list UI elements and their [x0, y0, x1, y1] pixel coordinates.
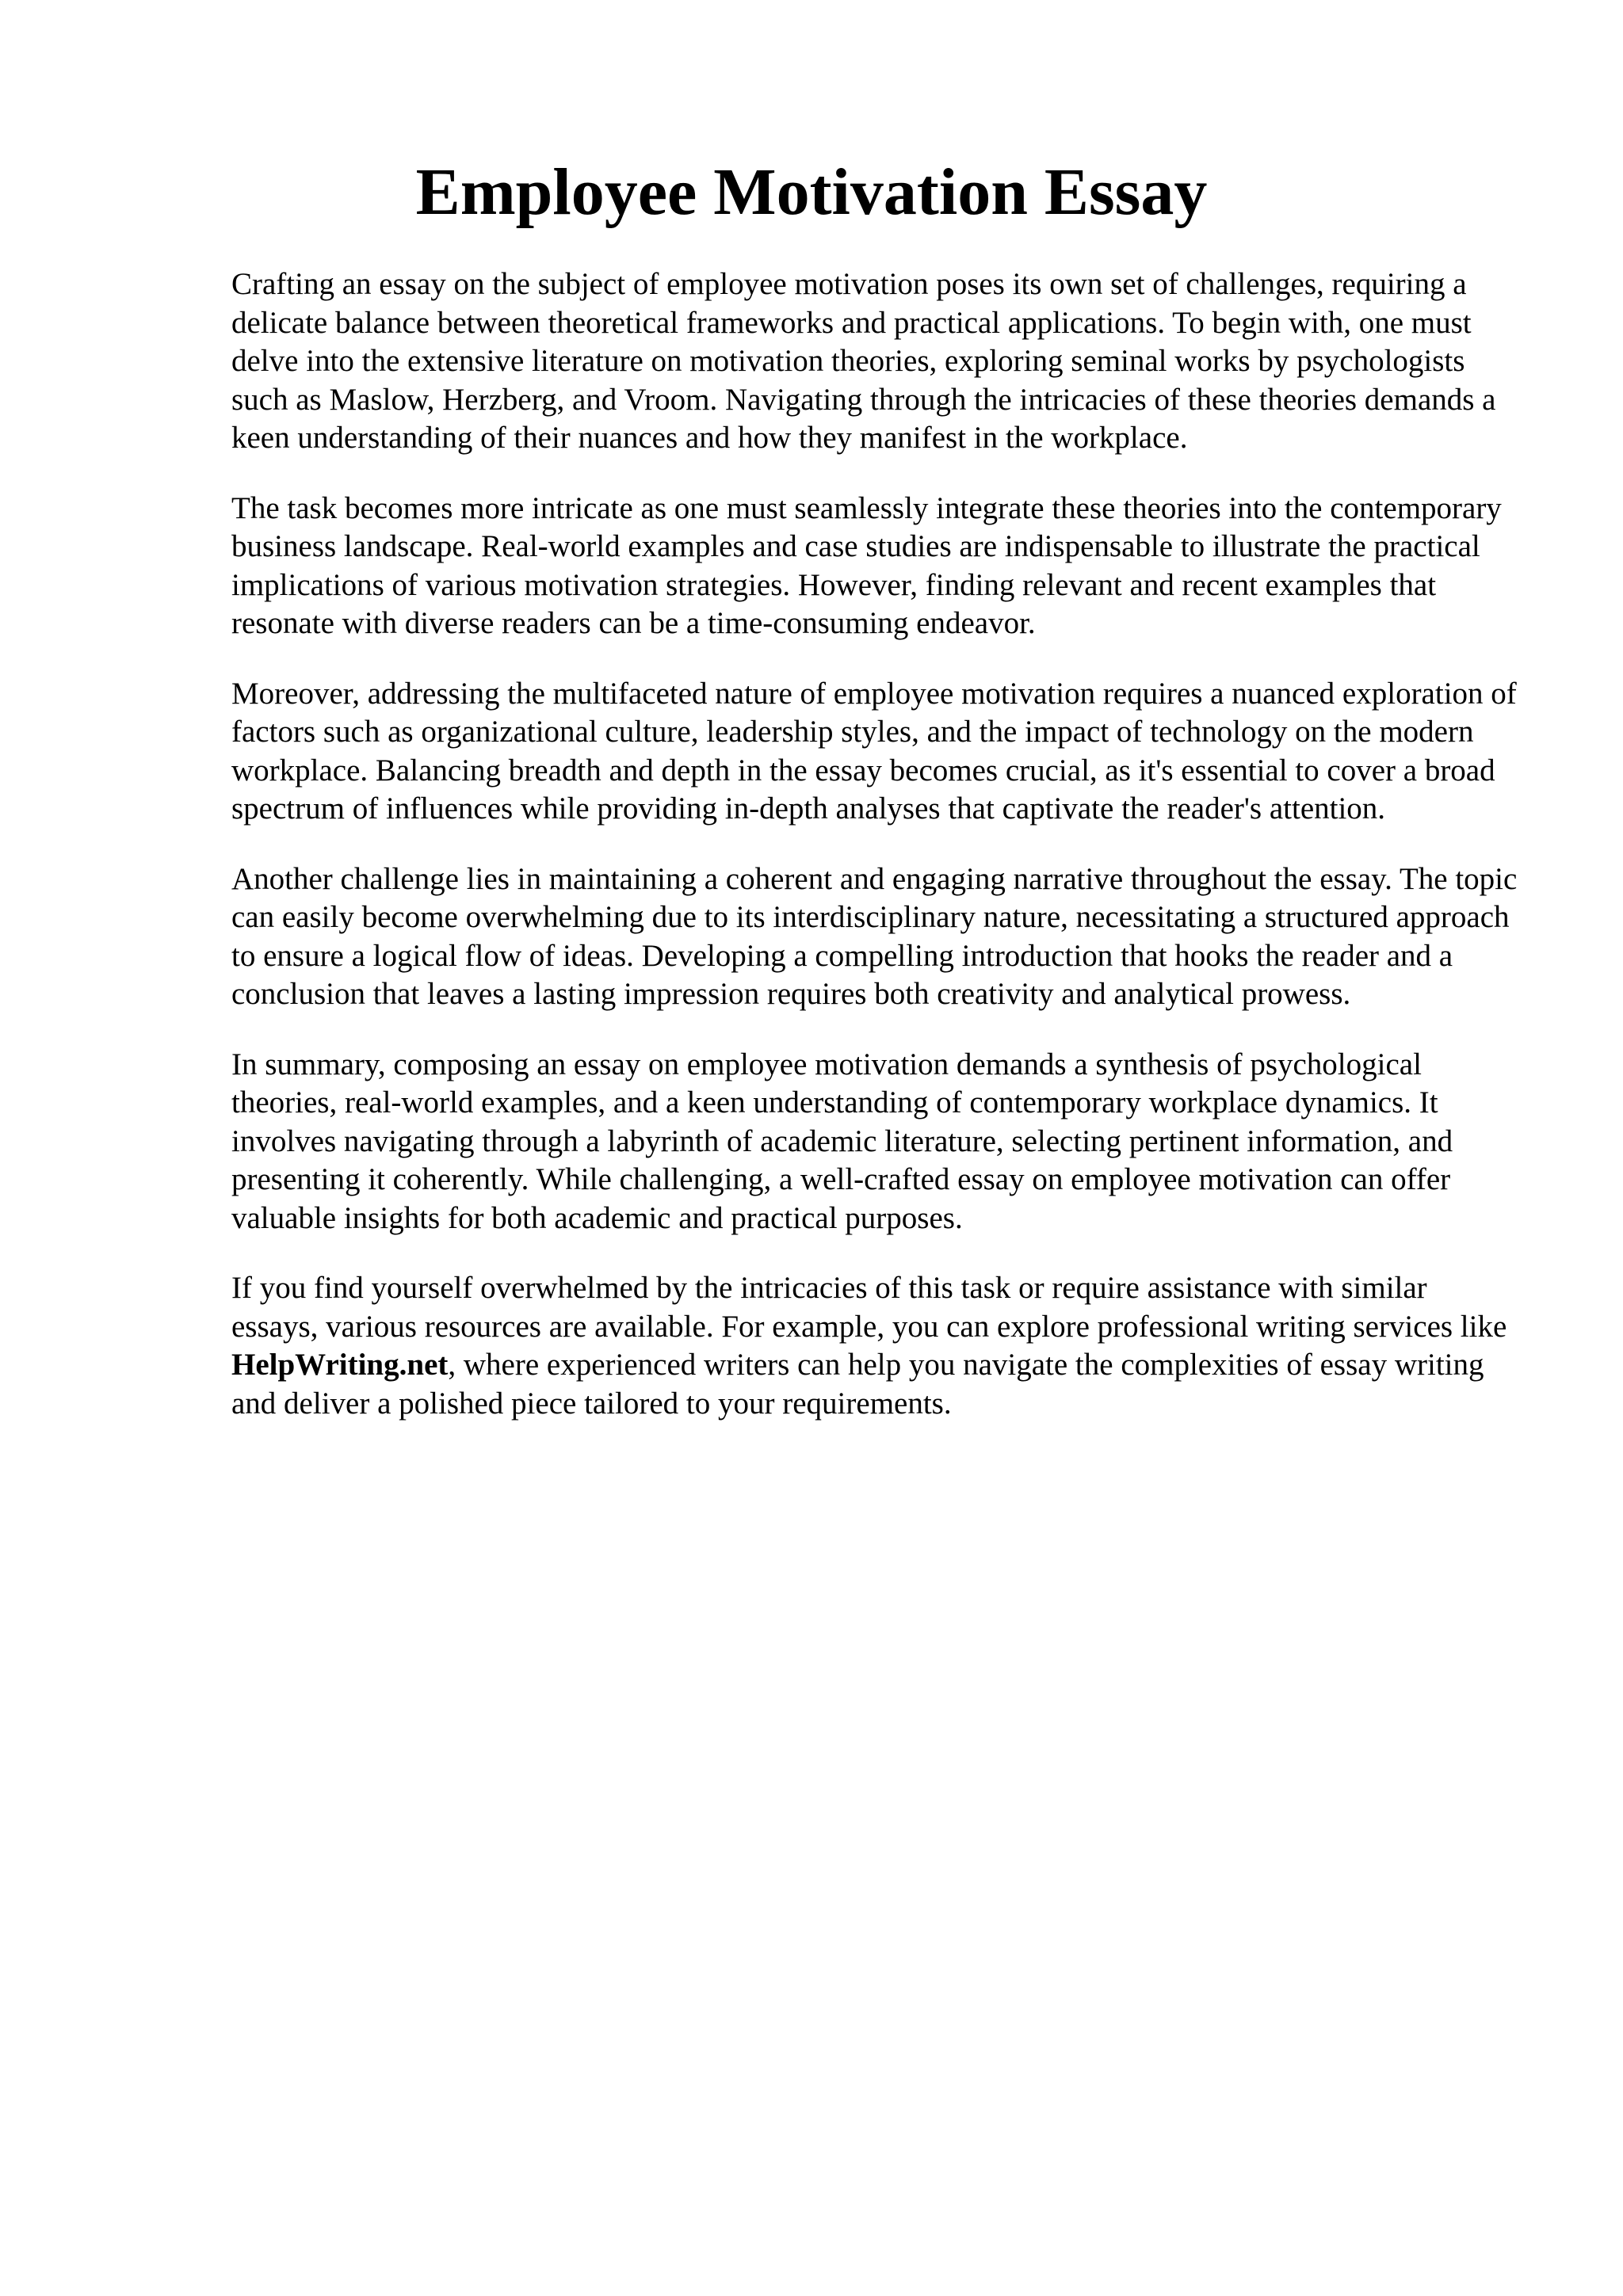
closing-text-before-link: If you find yourself overwhelmed by the intricacies of this task or require assistance with similar essays, various resources are available. For example, you can explore professional writing services like — [231, 1271, 1507, 1344]
page-title: Employee Motivation Essay — [415, 155, 1208, 229]
paragraph-2: The task becomes more intricate as one must seamlessly integrate these theories into the contemporary business landscape. Real-world examples and case studies are indispensable to illustrate the practical implications of various motivation strategies. However, finding relevant and recent examples that resonate with diverse readers can be a time-consuming endeavor. — [231, 490, 1502, 640]
paragraph-3: Moreover, addressing the multifaceted nature of employee motivation requires a nuanced exploration of factors such as organizational culture, leadership styles, and the impact of technology on the modern workplace. Balancing breadth and depth in the essay becomes crucial, as it's essential to cover a broad spectrum of influences while providing in-depth analyses that captivate the reader's attention. — [231, 676, 1517, 826]
paragraph-6 — [231, 1269, 1519, 1423]
closing-text-after-link: , where experienced writers can help you navigate the complexities of essay writing and deliver a polished piece tailored to your requirements. — [231, 1348, 1484, 1421]
paragraph-1: Crafting an essay on the subject of employee motivation poses its own set of challenges, requiring a delicate balance between theoretical frameworks and practical applications. To begin with, one must delve into the extensive literature on motivation theories, exploring seminal works by psychologists such as Maslow, Herzberg, and Vroom. Navigating through the intricacies of these theories demands a keen understanding of their nuances and how they manifest in the workplace. — [231, 267, 1496, 455]
paragraph-5: In summary, composing an essay on employee motivation demands a synthesis of psychological theories, real-world examples, and a keen understanding of contemporary workplace dynamics. It involves navigating through a labyrinth of academic literature, selecting pertinent information, and presenting it coherently. While challenging, a well-crafted essay on employee motivation can offer valuable insights for both academic and practical purposes. — [231, 1047, 1453, 1235]
helpwriting-link[interactable]: HelpWriting.net — [231, 1348, 449, 1382]
essay-body — [231, 265, 1519, 1423]
paragraph-4: Another challenge lies in maintaining a coherent and engaging narrative throughout the essay. The topic can easily become overwhelming due to its interdisciplinary nature, necessitating a structured approach to ensure a logical flow of ideas. Developing a compelling introduction that hooks the reader and a conclusion that leaves a lasting impression requires both creativity and analytical prowess. — [231, 861, 1518, 1011]
